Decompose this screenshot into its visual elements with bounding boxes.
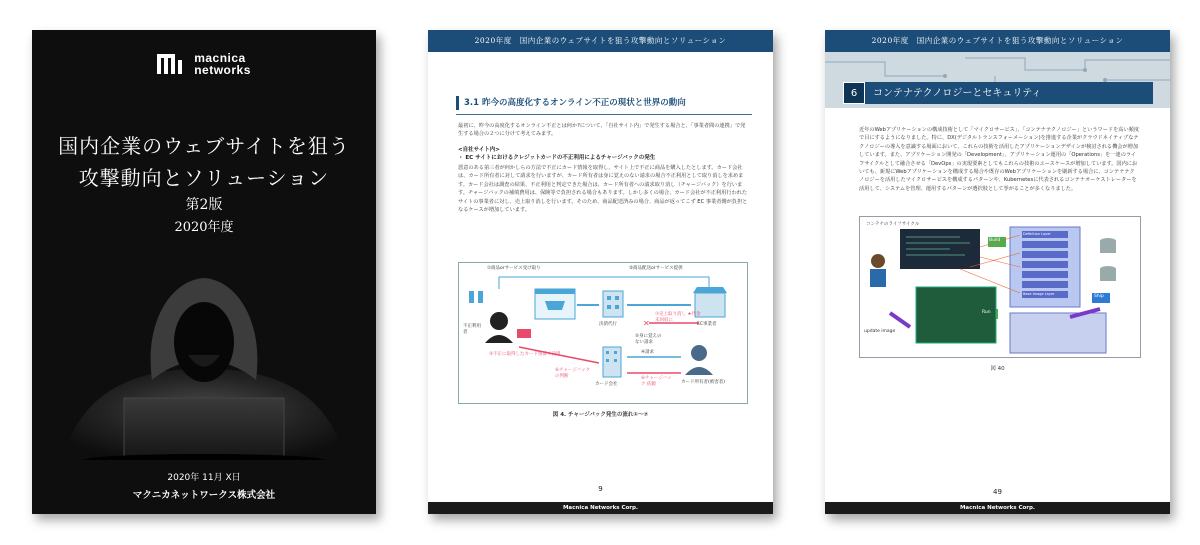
card-company-building-icon xyxy=(603,347,621,377)
diagram-step3: ③不正に取得したカード情報で決済 xyxy=(489,352,561,357)
update-image-label: update image xyxy=(864,329,896,334)
page-number: 49 xyxy=(993,488,1002,496)
chargeback-flow-diagram xyxy=(458,262,748,404)
chapter-heading xyxy=(843,82,1153,104)
report-cover-page[interactable] xyxy=(32,30,376,514)
diagram-ec-merchant: EC事業者 xyxy=(697,322,717,327)
page-header: 2020年度 国内企業のウェブサイトを狙う攻撃動向とソリューション xyxy=(825,30,1170,52)
cover-title-line2: 攻撃動向とソリューション xyxy=(78,166,330,190)
logo-text-networks: networks xyxy=(194,63,251,77)
page-number: 9 xyxy=(598,485,603,493)
subheading-block xyxy=(458,146,750,162)
report-page-49[interactable] xyxy=(825,30,1170,514)
cross-mark-icon: ✕ xyxy=(643,319,650,328)
cover-date: 2020年 11月 X日 xyxy=(167,473,241,483)
cover-edition: 第2版 xyxy=(185,197,223,213)
diagram-step6b: ⑥チャージバック 依頼 xyxy=(641,376,672,387)
chapter-title: コンテナテクノロジーとセキュリティ xyxy=(873,88,1042,99)
figure-caption: 図 40 xyxy=(990,366,1005,372)
shopping-cart-browser-icon xyxy=(535,289,575,319)
cover-year: 2020年度 xyxy=(174,220,234,235)
diagram-step4: ④請求 xyxy=(641,350,655,355)
diagram-step2: ②商品配送orサービス提供 xyxy=(629,266,683,271)
credit-card-icon xyxy=(517,329,531,338)
diagram-card-owner: カード所有者(被害者) xyxy=(681,380,726,385)
page-footer: Macnica Networks Corp. xyxy=(428,502,773,514)
diagram-step6: ⑥チャージバックの判断 xyxy=(555,368,590,379)
page-header: 2020年度 国内企業のウェブサイトを狙う攻撃動向とソリューション xyxy=(428,30,773,52)
subheading-own-site: <自社サイト内> xyxy=(458,147,500,153)
diagram-step5: ⑤身に覚えのない請求 xyxy=(635,334,662,345)
base-image-layer-label: Base Image Layer xyxy=(1023,292,1055,296)
section-divider xyxy=(456,114,752,115)
hooded-fraud-user-icon xyxy=(485,312,513,343)
ship-label: Ship xyxy=(1094,294,1104,299)
payment-agent-building-icon xyxy=(603,291,623,317)
macnica-logo-icon xyxy=(157,54,183,74)
container-lifecycle-diagram xyxy=(859,216,1141,358)
logo-text-macnica: macnica xyxy=(194,51,246,65)
cover-company: マクニカネットワークス株式会社 xyxy=(132,490,276,501)
section-title: 3.1 昨今の高度化するオンライン不正の現状と世界の動向 xyxy=(456,96,754,110)
database-icon xyxy=(1100,238,1116,281)
diagram-step7: ⑦売上取り消し ★代金未回収に xyxy=(655,312,701,323)
page-footer: Macnica Networks Corp. xyxy=(825,502,1170,514)
diagram-step1: ①商品orサービス受け取り xyxy=(487,266,541,271)
hooded-hacker-illustration xyxy=(32,250,376,460)
diagram-card-company: カード会社 xyxy=(595,382,618,387)
figure-caption: 図 4. チャージバック発生の流れ①〜⑦ xyxy=(552,412,649,418)
diagram-fraud-user: 不正利用者 xyxy=(463,324,481,335)
container-intro-paragraph: 近年のWebアプリケーションの構成技術として「マイクロサービス」、「コンテナテクノロジー」というワードを高い頻度で目にするようになりました。特に、DX(デジタルトランスフォーメーション)を推進する企業がクラウドネイティブなテクノロジーの導入を意識する場面において、これらの技術を活用したアプリケーションデザインが検討される機会が増加しています。また、アプリケーション開発の「Development」、アプリケーション運用の「Operations」を一連のライフサイクルとして融合させる「DevOps」の実現要素としてもこれらの技術のユースケースが増加しています。国内においても、新規にWebアプリケーションを構成する場合や既存のWebアプリケーションを刷新する場合に、コンテナテクノロジーを活用したマイクロサービスを構成するパターンや、Kubernetesに代表されるコンテナオーケストレーターを活用して、システムを管理、運用するパターンが選択肢として挙がることが多くなりました。 xyxy=(859,127,1139,192)
diagram-title: コンテナのライフサイクル xyxy=(866,222,920,227)
diagram-payment-agent: 決済代行 xyxy=(599,322,617,327)
chapter-number: 6 xyxy=(843,82,865,104)
subheading-chargeback: ・ EC サイトにおけるクレジットカードの不正利用によるチャージバックの発生 xyxy=(458,155,656,161)
chargeback-paragraph: 悪意のある第三者が何かしらの方法で不正にカード情報を取得し、サイト上で不正に商品を購入したとします。カード会社は、カード所有者に対して請求を行いますが、カード所有者は身に覚えのない請求の場合不正利用として取り消しを求めます。カード会社は調査の結果、不正利用と判定できた場合は、カード所有者への請求取り消し（チャージバック）を行います。チャージバックの補填費用は、保険等で負担される場合もあります。しかし多くの場合、カード会社が不正利用行われたサイトの事業者に対し、売上取り消しを行います。そのため、商品配送済みの場合、商品が返ってこず EC 事業者側が負担となるケースが増加しています。 xyxy=(458,165,748,214)
build-label: Build xyxy=(989,238,1001,243)
report-page-9[interactable] xyxy=(428,30,773,514)
run-label: Run xyxy=(982,310,991,315)
card-owner-person-icon xyxy=(685,345,713,375)
cover-title-line1: 国内企業のウェブサイトを狙う xyxy=(58,134,350,158)
macnica-logo xyxy=(32,52,376,76)
cover-title xyxy=(32,130,376,194)
developer-person-icon xyxy=(870,254,886,287)
definition-layer-label: Definition Layer xyxy=(1023,232,1051,236)
gift-box-icon xyxy=(469,291,483,303)
intro-paragraph: 最初に、昨今の高度化するオンライン不正とは何か?について、「自社サイト内」で発生する場合と、「事業者間の連携」で発生する場合の２つに分けて考えてみます。 xyxy=(458,123,746,138)
